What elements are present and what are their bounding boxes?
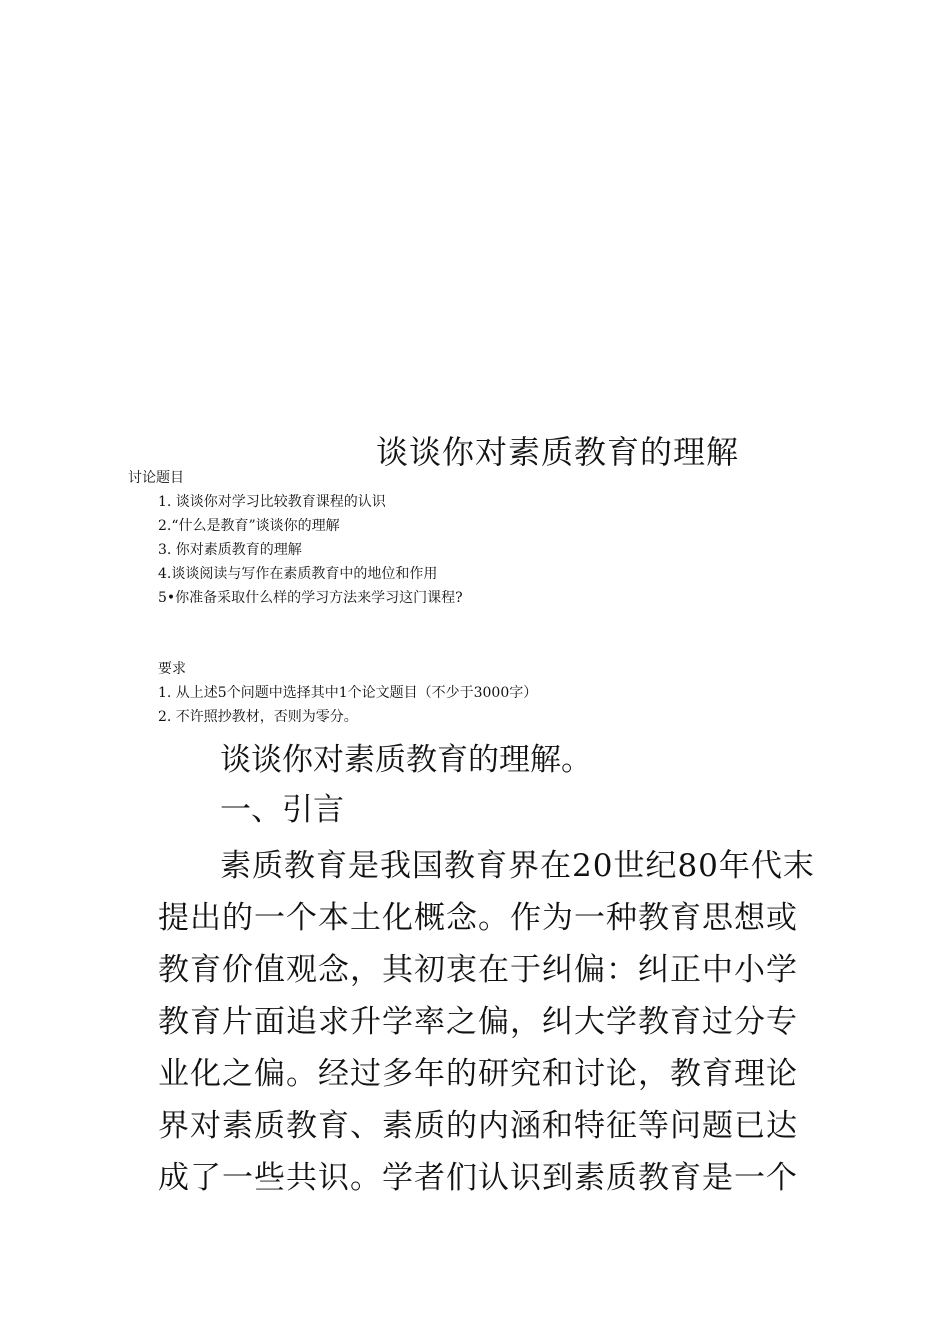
paragraph-line: 成了一些共识。学者们认识到素质教育是一个	[158, 1160, 798, 1196]
discussion-item: 2.“什么是教育”谈谈你的理解	[158, 518, 340, 534]
paragraph-line: 界对素质教育、素质的内涵和特征等问题已达	[158, 1108, 798, 1144]
paragraph-line: 教育价值观念，其初衷在于纠偏：纠正中小学	[158, 952, 798, 988]
paragraph-line: 业化之偏。经过多年的研究和讨论，教育理论	[158, 1056, 798, 1092]
paragraph-line: 教育片面追求升学率之偏，纠大学教育过分专	[158, 1004, 798, 1040]
discussion-label: 讨论题目	[128, 470, 184, 486]
discussion-item: 3. 你对素质教育的理解	[158, 542, 302, 558]
section-heading: 一、引言	[220, 792, 344, 828]
paragraph-line: 素质教育是我国教育界在20世纪80年代末	[220, 848, 815, 884]
essay-title: 谈谈你对素质教育的理解。	[220, 742, 592, 778]
discussion-item: 4.谈谈阅读与写作在素质教育中的地位和作用	[158, 566, 438, 582]
essay-paragraph	[158, 840, 838, 1204]
paragraph-line: 提出的一个本土化概念。作为一种教育思想或	[158, 900, 798, 936]
discussion-item: 5•你准备采取什么样的学习方法来学习这门课程?	[158, 590, 463, 606]
requirements-label: 要求	[158, 661, 186, 677]
discussion-item: 1. 谈谈你对学习比较教育课程的认识	[158, 494, 386, 510]
requirement-item: 2. 不许照抄教材，否则为零分。	[158, 709, 358, 725]
document-title: 谈谈你对素质教育的理解	[376, 433, 740, 471]
requirement-item: 1. 从上述5个问题中选择其中1个论文题目（不少于3000字）	[158, 685, 538, 701]
